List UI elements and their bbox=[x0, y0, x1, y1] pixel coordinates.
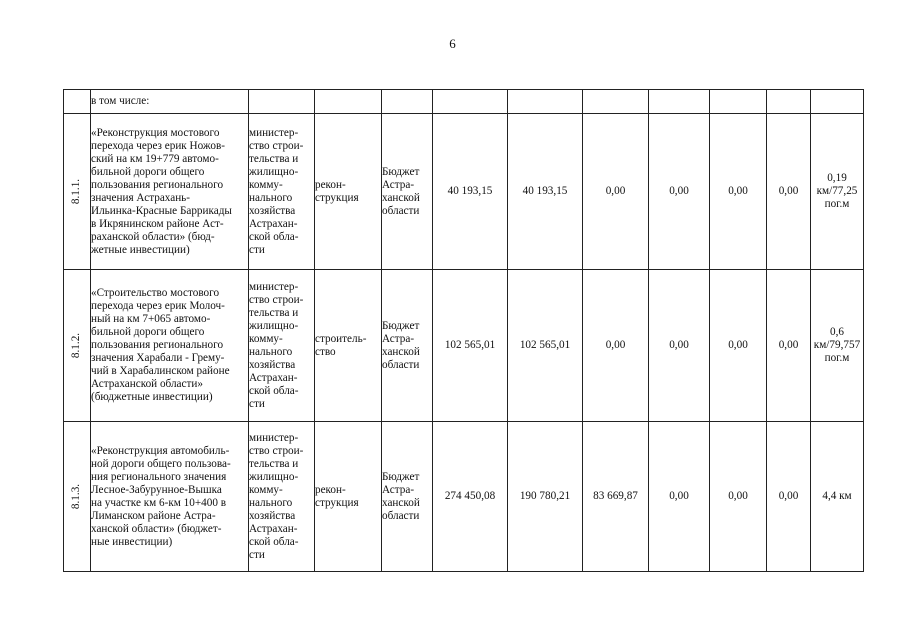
year-1-amount: 40 193,15 bbox=[508, 114, 583, 270]
row-index: 8.1.1. bbox=[70, 178, 83, 205]
year-4-amount: 0,00 bbox=[710, 114, 767, 270]
text-line: хозяйства bbox=[249, 204, 296, 217]
text-line: строитель- bbox=[315, 332, 367, 345]
text-line: струкция bbox=[315, 191, 359, 204]
text-line: значения Харабали - Грему- bbox=[91, 352, 225, 364]
work-type bbox=[315, 114, 382, 270]
text-line: ство bbox=[315, 345, 336, 358]
subheader-row bbox=[64, 90, 864, 114]
total-amount: 274 450,08 bbox=[433, 422, 508, 572]
total-amount: 102 565,01 bbox=[433, 270, 508, 422]
text-line: Бюджет bbox=[382, 165, 420, 178]
text-line: Астра- bbox=[382, 178, 415, 191]
funding-source bbox=[382, 114, 433, 270]
empty-cell bbox=[649, 90, 710, 114]
text-line: ханской области» (бюджет- bbox=[91, 522, 222, 535]
year-2-amount: 0,00 bbox=[583, 114, 649, 270]
text-line: 0,19 bbox=[827, 172, 847, 184]
executor bbox=[249, 114, 315, 270]
row-index-cell bbox=[64, 422, 91, 572]
text-line: ство строи- bbox=[249, 139, 304, 152]
text-line: министер- bbox=[249, 126, 299, 139]
subheader-label: в том числе: bbox=[91, 90, 249, 114]
empty-cell bbox=[315, 90, 382, 114]
table-row bbox=[64, 270, 864, 422]
text-line: пользования регионального bbox=[91, 178, 224, 191]
text-line: «Реконструкция автомобиль- bbox=[91, 444, 230, 457]
program-table bbox=[63, 89, 864, 572]
text-line: Астра- bbox=[382, 332, 415, 345]
text-line: раханской области» (бюд- bbox=[91, 230, 215, 243]
text-line: 0,6 bbox=[830, 326, 844, 338]
row-index-cell bbox=[64, 114, 91, 270]
year-5-amount: 0,00 bbox=[767, 270, 811, 422]
text-line: значения Астрахань- bbox=[91, 191, 191, 204]
object-name bbox=[91, 422, 249, 572]
total-amount: 40 193,15 bbox=[433, 114, 508, 270]
text-line: Лесное-Забурунное-Вышка bbox=[91, 483, 222, 496]
text-line: Ильинка-Красные Баррикады bbox=[91, 204, 232, 217]
empty-cell bbox=[767, 90, 811, 114]
text-line: бильной дороги общего bbox=[91, 165, 205, 178]
year-4-amount: 0,00 bbox=[710, 422, 767, 572]
year-3-amount: 0,00 bbox=[649, 270, 710, 422]
executor bbox=[249, 422, 315, 572]
text-line: рекон- bbox=[315, 178, 346, 191]
text-line: перехода через ерик Ножов- bbox=[91, 139, 225, 152]
text-line: тельства и bbox=[249, 306, 299, 319]
text-line: Астрахан- bbox=[249, 217, 298, 230]
text-line: на участке км 6-км 10+400 в bbox=[91, 496, 227, 509]
text-line: ханской bbox=[382, 345, 420, 358]
year-2-amount: 0,00 bbox=[583, 270, 649, 422]
text-line: Лиманском районе Астра- bbox=[91, 509, 216, 522]
text-line: жилищно- bbox=[249, 470, 299, 483]
text-line: пог.м bbox=[824, 352, 850, 364]
text-line: Астра- bbox=[382, 483, 415, 496]
text-line: ской обла- bbox=[249, 384, 299, 397]
text-line: 4,4 км bbox=[822, 490, 852, 502]
text-line: нального bbox=[249, 496, 293, 509]
text-line: области bbox=[382, 358, 420, 371]
object-name bbox=[91, 114, 249, 270]
text-line: министер- bbox=[249, 431, 299, 444]
text-line: ный на км 7+065 автомо- bbox=[91, 313, 211, 325]
text-line: ные инвестиции) bbox=[91, 535, 173, 548]
text-line: министер- bbox=[249, 280, 299, 293]
text-line: тельства и bbox=[249, 457, 299, 470]
text-line: комму- bbox=[249, 178, 283, 191]
text-line: области bbox=[382, 204, 420, 217]
text-line: ство строи- bbox=[249, 444, 304, 457]
year-5-amount: 0,00 bbox=[767, 422, 811, 572]
empty-cell bbox=[64, 90, 91, 114]
text-line: Астрахан- bbox=[249, 522, 298, 535]
text-line: комму- bbox=[249, 483, 283, 496]
text-line: струкция bbox=[315, 496, 359, 509]
work-type bbox=[315, 422, 382, 572]
text-line: в Икрянинском районе Аст- bbox=[91, 217, 224, 230]
text-line: (бюджетные инвестиции) bbox=[91, 391, 213, 403]
empty-cell bbox=[508, 90, 583, 114]
text-line: Астраханской области» bbox=[91, 378, 203, 390]
empty-cell bbox=[583, 90, 649, 114]
text-line: хозяйства bbox=[249, 358, 296, 371]
year-1-amount: 190 780,21 bbox=[508, 422, 583, 572]
text-line: ство строи- bbox=[249, 293, 304, 306]
text-line: «Строительство мостового bbox=[91, 287, 220, 299]
text-line: ной дороги общего пользова- bbox=[91, 457, 231, 470]
year-1-amount: 102 565,01 bbox=[508, 270, 583, 422]
text-line: чий в Харабалинском районе bbox=[91, 365, 230, 377]
text-line: тельства и bbox=[249, 152, 299, 165]
year-2-amount: 83 669,87 bbox=[583, 422, 649, 572]
text-line: нального bbox=[249, 191, 293, 204]
text-line: ханской bbox=[382, 496, 420, 509]
text-line: Бюджет bbox=[382, 470, 420, 483]
text-line: пог.м bbox=[824, 198, 850, 210]
text-line: бильной дороги общего bbox=[91, 326, 205, 338]
result-value bbox=[811, 114, 864, 270]
text-line: перехода через ерик Молоч- bbox=[91, 300, 225, 312]
year-4-amount: 0,00 bbox=[710, 270, 767, 422]
text-line: области bbox=[382, 509, 420, 522]
text-line: ской обла- bbox=[249, 535, 299, 548]
text-line: ский на км 19+779 автомо- bbox=[91, 152, 219, 165]
text-line: рекон- bbox=[315, 483, 346, 496]
text-line: комму- bbox=[249, 332, 283, 345]
text-line: сти bbox=[249, 243, 265, 256]
text-line: ской обла- bbox=[249, 230, 299, 243]
year-5-amount: 0,00 bbox=[767, 114, 811, 270]
text-line: жилищно- bbox=[249, 319, 299, 332]
work-type bbox=[315, 270, 382, 422]
empty-cell bbox=[811, 90, 864, 114]
empty-cell bbox=[433, 90, 508, 114]
text-line: хозяйства bbox=[249, 509, 296, 522]
empty-cell bbox=[249, 90, 315, 114]
row-index: 8.1.3. bbox=[70, 483, 83, 510]
text-line: км/79,757 bbox=[813, 339, 861, 351]
text-line: жилищно- bbox=[249, 165, 299, 178]
result-value bbox=[811, 422, 864, 572]
object-name bbox=[91, 270, 249, 422]
text-line: ния регионального значения bbox=[91, 470, 227, 483]
text-line: Бюджет bbox=[382, 319, 420, 332]
empty-cell bbox=[382, 90, 433, 114]
text-line: сти bbox=[249, 397, 265, 410]
funding-source bbox=[382, 270, 433, 422]
text-line: жетные инвестиции) bbox=[91, 243, 190, 256]
text-line: пользования регионального bbox=[91, 339, 224, 351]
table-row bbox=[64, 114, 864, 270]
empty-cell bbox=[710, 90, 767, 114]
text-line: «Реконструкция мостового bbox=[91, 126, 220, 139]
row-index-cell bbox=[64, 270, 91, 422]
row-index: 8.1.2. bbox=[70, 332, 83, 359]
table-row bbox=[64, 422, 864, 572]
text-line: сти bbox=[249, 548, 265, 561]
text-line: ханской bbox=[382, 191, 420, 204]
page-number: 6 bbox=[449, 36, 456, 51]
result-value bbox=[811, 270, 864, 422]
executor bbox=[249, 270, 315, 422]
text-line: км/77,25 bbox=[816, 185, 858, 197]
text-line: нального bbox=[249, 345, 293, 358]
funding-source bbox=[382, 422, 433, 572]
year-3-amount: 0,00 bbox=[649, 422, 710, 572]
text-line: Астрахан- bbox=[249, 371, 298, 384]
year-3-amount: 0,00 bbox=[649, 114, 710, 270]
